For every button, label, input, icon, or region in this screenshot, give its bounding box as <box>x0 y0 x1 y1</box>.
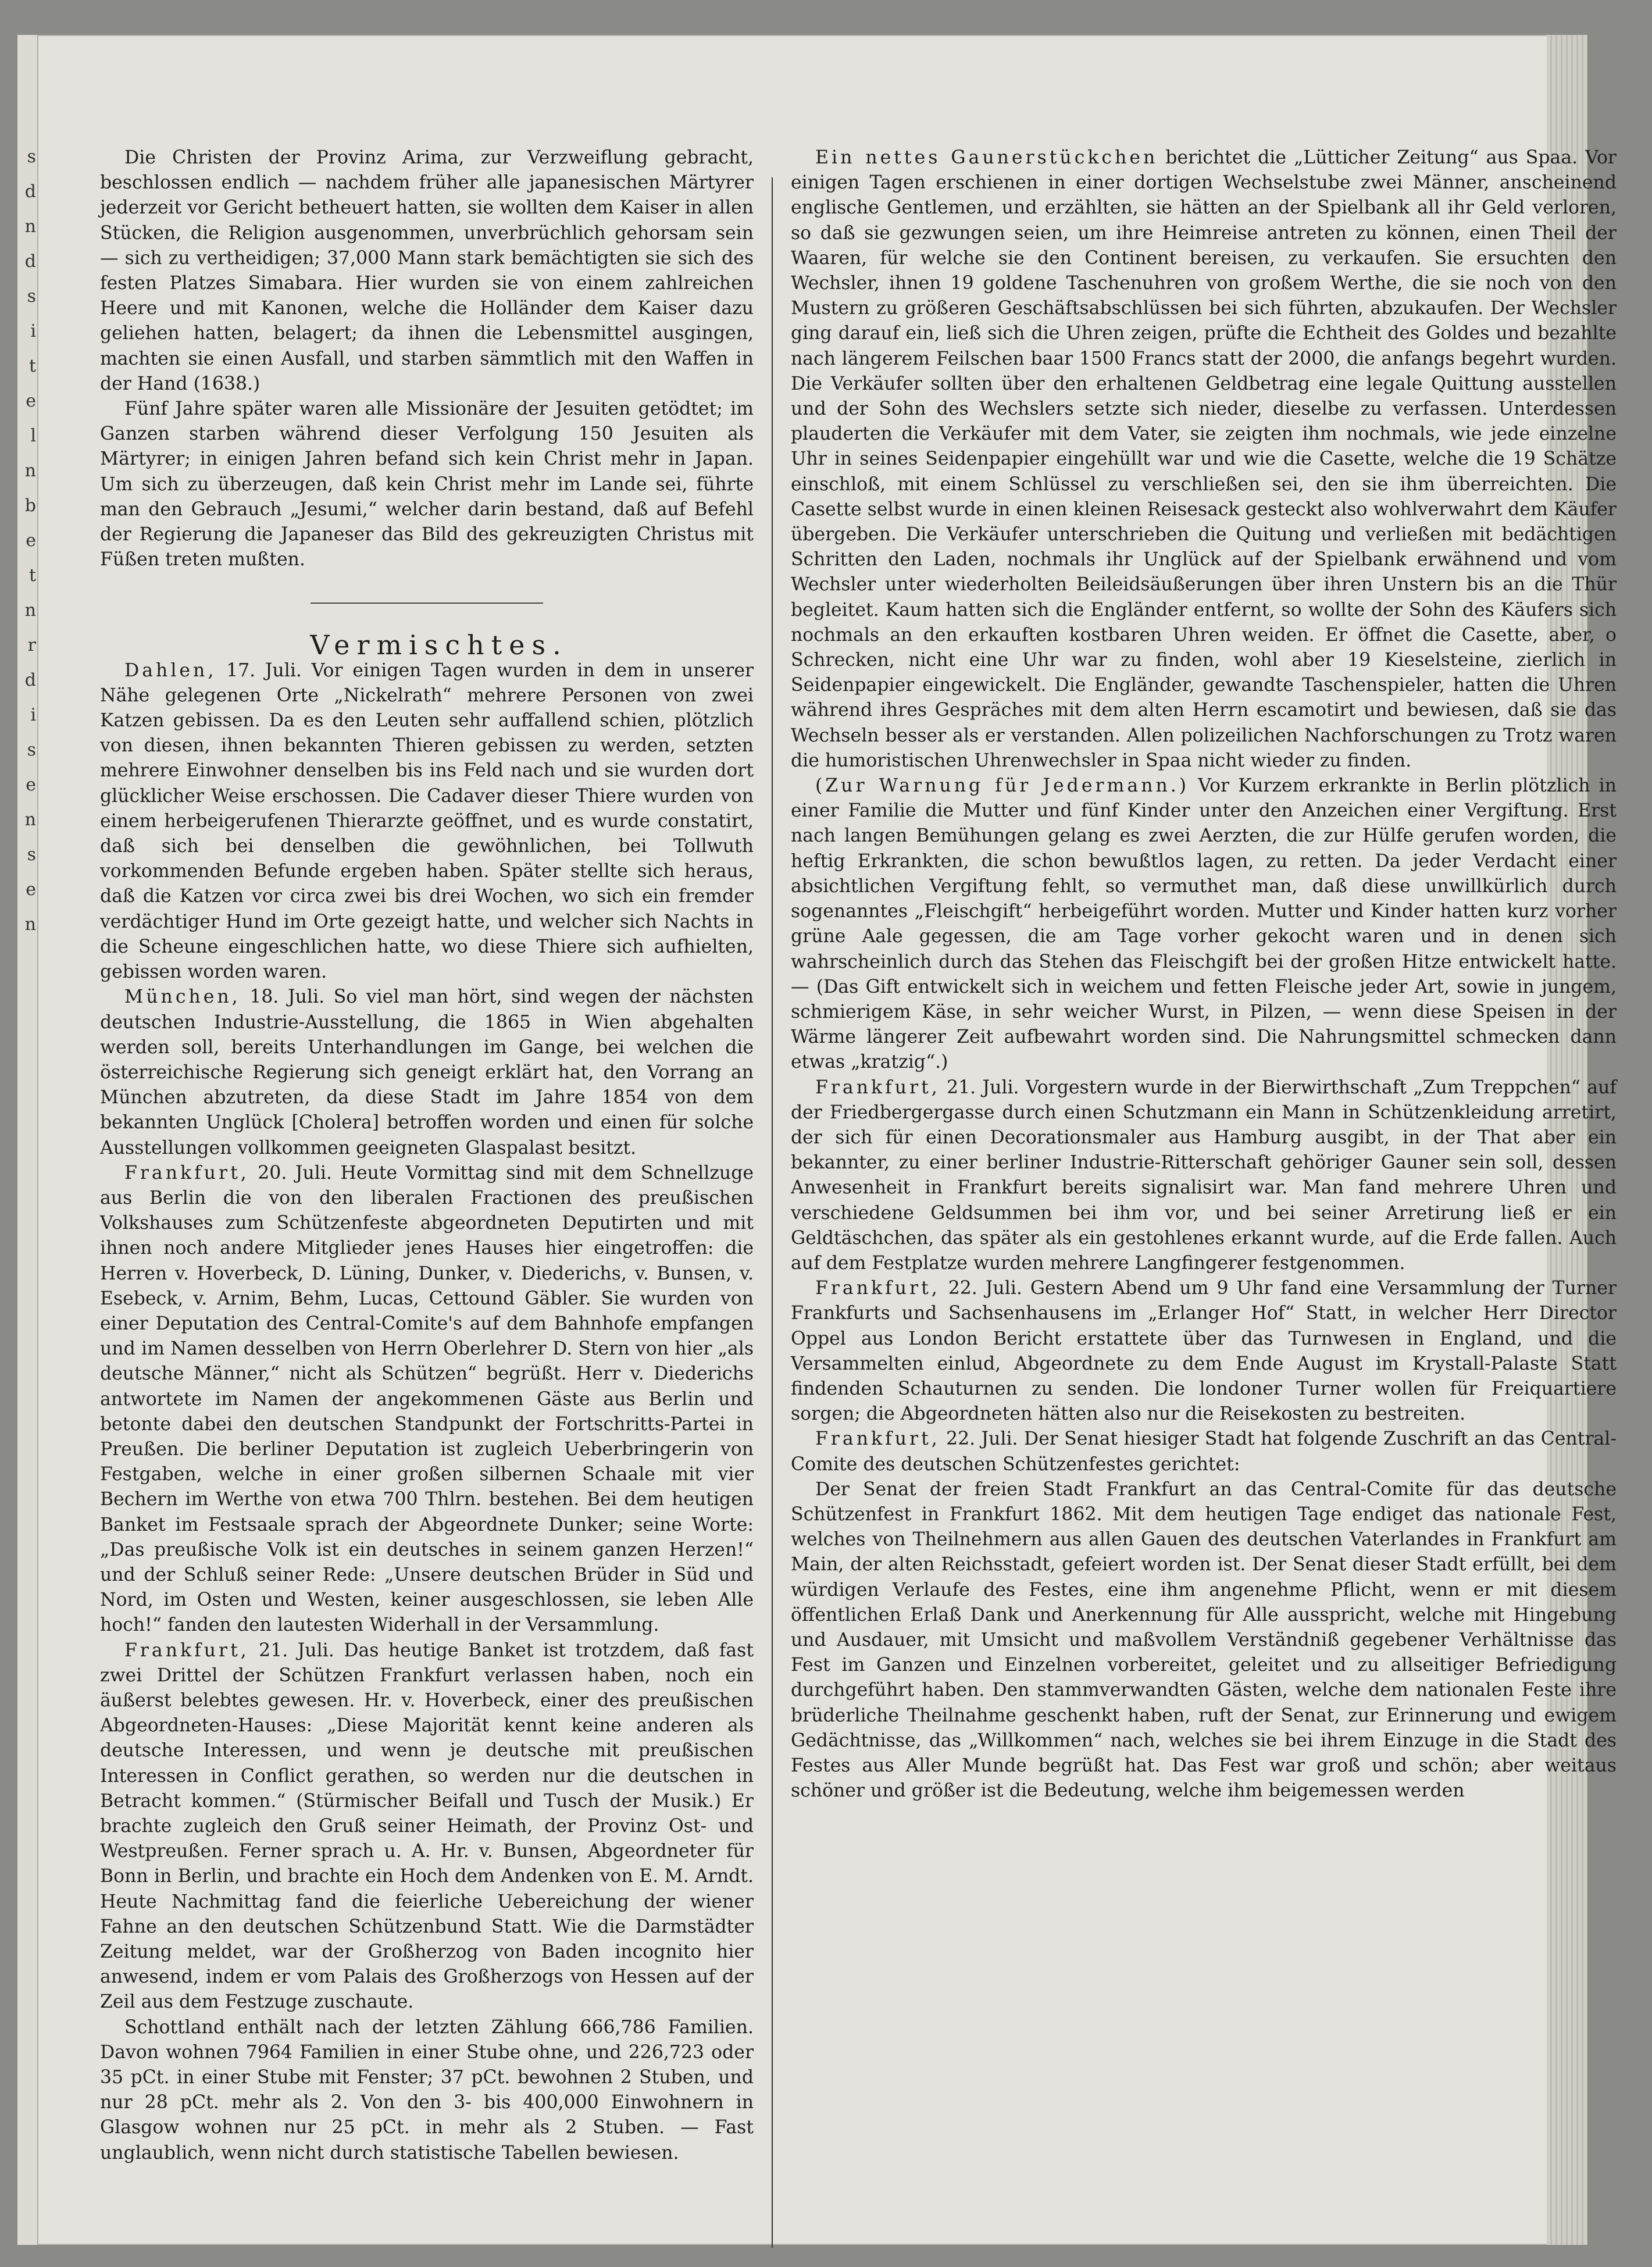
section-divider <box>311 603 543 604</box>
margin-fragment: e <box>26 391 36 411</box>
news-text: So viel man hört, sind wegen der nächsten deutschen Industrie-Ausstellung, die 1865 in Wien abgehalten werden soll, bereits Unterhandlungen im Gange, bei welchen die österreichische Regierung sich geneigt erklärt hat, den Vorrang an München abzutreten, da diese Stadt im Jahre 1854 von dem bekannten Unglück [Cholera] betroffen worden und einen für solche Ausstellungen vollkommen geeigneten Glaspalast besitzt. <box>100 986 754 1159</box>
news-text: Das heutige Banket ist trotzdem, daß fast zwei Drittel der Schützen Frankfurt verlassen haben, noch ein äußerst belebtes gewesen. Hr. v. Hoverbeck, einer des preußischen Abgeordneten-Hauses: „Diese Majorität kennt keine anderen als deutsche Interessen, und wenn je deutsche mit preußischen Interessen in Conflict gerathen, so werden nur die deutschen in Betracht kommen.“ (Stürmischer Beifall und Tusch der Musik.) Er brachte zugleich den Gruß seiner Heimath, der Provinz Ost- und Westpreußen. Ferner sprach u. A. Hr. v. Bunsen, Abgeordneter für Bonn in Berlin, und brachte ein Hoch dem Andenken von E. M. Arndt. Heute Nachmittag fand die feierliche Uebereichung der wiener Fahne an den deutschen Schützenbund Statt. Wie die Darmstädter Zeitung meldet, war der Großherzog von Baden incognito hier anwesend, indem er vom Palais des Großherzogs von Hessen auf der Zeil aus dem Festzuge zuschaute. <box>100 1639 754 2013</box>
news-item <box>100 985 754 1160</box>
news-title: Ein nettes Gaunerstückchen <box>815 147 1158 168</box>
dateline-date: 22. Juli. <box>946 1428 1018 1450</box>
margin-fragment: t <box>28 565 36 586</box>
margin-fragment: n <box>24 810 36 830</box>
dateline-city: Frankfurt, <box>124 1162 249 1184</box>
news-text: Gestern Abend um 9 Uhr fand eine Versammlung der Turner Frankfurts und Sachsenhausens im „Erlanger Hof“ Statt, in welcher Herr Director Oppel aus London Bericht erstattete über das Turnwesen in England, und die Versammelten einlud, Abgeordnete zu dem Ende August im Krystall-Palaste Statt findenden Schauturnen zu senden. Die londoner Turner wollen für Freiquartiere sorgen; die Abgeordneten hätten also nur die Reisekosten zu bestreiten. <box>791 1278 1617 1425</box>
news-item <box>791 1075 1617 1277</box>
margin-fragment: s <box>27 844 36 865</box>
dateline-city: Frankfurt, <box>815 1077 940 1098</box>
margin-fragment: n <box>24 914 36 935</box>
news-text: Vorgestern wurde in der Bierwirthschaft „Zum Treppchen“ auf der Friedbergergasse durch einen Schutzmann ein Mann in Schützenkleidung arretirt, der sich für einen Decorationsmaler aus Hamburg ausgibt, in der That aber ein bekannter, zu einer berliner Industrie-Ritterschaft gehöriger Gauner sein soll, dessen Anwesenheit in Frankfurt bereits signalisirt war. Man fand mehrere Uhren und verschiedene Geldsummen bei ihm vor, und bei seiner Arretirung ließ er ein Geldtäschchen, das später als ein gestohlenes erkannt wurde, auf die Erde fallen. Auch auf dem Festplatze wurden mehrere Langfingerer festgenommen. <box>791 1077 1617 1274</box>
dateline-date: 17. Juli. <box>226 660 302 681</box>
article-paragraph: Fünf Jahre später waren alle Missionäre der Jesuiten getödtet; im Ganzen starben während dieser Verfolgung 150 Jesuiten als Märtyrer; in einigen Jahren befand sich kein Christ mehr in Japan. Um sich zu überzeugen, daß kein Christ mehr im Lande sei, führte man den Gebrauch „Jesumi,“ welcher darin bestand, daß auf Befehl der Regierung die Japaneser das Bild des gekreuzigten Christus mit Füßen treten mußten. <box>100 398 754 571</box>
dateline-date: 18. Juli. <box>249 986 325 1008</box>
dateline-city: Frankfurt, <box>124 1639 249 1661</box>
news-item <box>100 1161 754 1638</box>
margin-fragment: n <box>24 600 36 621</box>
right-column <box>791 145 1617 1803</box>
news-text: Vor einigen Tagen wurden in dem in unserer Nähe gelegenen Orte „Nickelrath“ mehrere Personen von zwei Katzen gebissen. Da es den Leuten sehr auffallend schien, plötzlich von diesen, ihnen bekannten Thieren gebissen zu werden, setzten mehrere Einwohner denselben bis ins Feld nach und sie wurden dort glücklicher Weise erschossen. Die Cadaver dieser Thiere wurden von einem herbeigerufenen Thierarzte geöffnet, und es wurde constatirt, daß sich bei denselben die gewöhnlichen, bei Tollwuth vorkommenden Befunde ergeben haben. Später stellte sich heraus, daß die Katzen vor circa zwei bis drei Wochen, wo sich ein fremder verdächtiger Hund im Orte gezeigt hatte, und welcher sich Nachts in die Scheune eingeschlichen hatte, wo diese Thiere sich aufhielten, gebissen worden waren. <box>100 660 754 983</box>
dateline-date: 21. Juli. <box>259 1639 334 1661</box>
news-item <box>100 1638 754 2015</box>
margin-fragment: i <box>30 321 36 341</box>
margin-fragment: d <box>24 181 36 202</box>
news-item <box>791 1427 1617 1477</box>
margin-fragment: t <box>28 356 36 376</box>
margin-fragment: d <box>24 251 36 272</box>
column-rule <box>772 177 773 2248</box>
dateline-city: Frankfurt, <box>815 1278 940 1299</box>
margin-fragment: e <box>26 879 36 900</box>
margin-fragment: s <box>27 740 36 760</box>
article-paragraph: Die Christen der Provinz Arima, zur Verzweiflung gebracht, beschlossen endlich — nachdem früher alle japanesischen Märtyrer jederzeit vor Gericht betheuert hatten, sie wollten dem Kaiser in allen Stücken, die Religion ausgenommen, unverbrüchlich gehorsam sein — sich zu vertheidigen; 37,000 Mann stark bemächtigten sie sich des festen Platzes Simabara. Hier wurden sie von einem zahlreichen Heere und mit Kanonen, welche die Holländer dem Kaiser dazu geliehen hatten, belagert; da ihnen die Lebensmittel ausgingen, machten sie einen Ausfall, und starben sämmtlich mit den Waffen in der Hand (1638.) <box>100 147 754 394</box>
newspaper-page <box>17 35 1617 2245</box>
news-title: (Zur Warnung für Jedermann.) <box>815 775 1190 797</box>
section-heading: Vermischtes. <box>310 629 568 661</box>
news-item <box>791 1276 1617 1427</box>
news-item: Der Senat der freien Stadt Frankfurt an das Central-Comite für das deutsche Schützenfest in Frankfurt 1862. Mit dem heutigen Tage endiget das nationale Fest, welches von Theilnehmern aus allen Gauen des deutschen Vaterlandes in Frankfurt am Main, der alten Reichsstadt, gefeiert worden ist. Der Senat dieser Stadt erfüllt, bei dem würdigen Verlaufe des Festes, eine ihm angenehme Pflicht, wenn er mit diesem öffentlichen Erlaß Dank und Anerkennung für Alle ausspricht, welche mit Hingebung und Ausdauer, mit Umsicht und maßvollem Verständniß gegebener Verhältnisse das Fest im Ganzen und Einzelnen vorbereitet, geleitet und zu allseitiger Befriedigung durchgeführt haben. Den stammverwandten Gästen, welche dem nationalen Feste ihre brüderliche Theilnahme geschenkt haben, ruft der Senat, zur Erinnerung und ewigem Gedächtnisse, das „Willkommen“ nach, welches sie bei ihrem Einzuge in die Stadt des Festes aus Aller Munde begrüßt hat. Das Fest war groß und schön; aber weitaus schöner und größer ist die Bedeutung, welche ihm beigemessen werden <box>791 1478 1617 1802</box>
margin-fragment: s <box>27 286 36 306</box>
margin-fragment: i <box>30 705 36 725</box>
dateline-date: 22. Juli. <box>948 1278 1022 1299</box>
news-text: Heute Vormittag sind mit dem Schnellzuge aus Berlin die von den liberalen Fractionen des preußischen Volkshauses zum Schützenfeste abgeordneten Deputirten und mit ihnen noch andere Mitglieder jenes Hauses hier eingetroffen: die Herren v. Hoverbeck, D. Lüning, Dunker, v. Diederichs, v. Bunsen, v. Esebeck, v. Arnim, Behm, Lucas, Cettound Gäbler. Sie wurden von einer Deputation des Central-Comite's auf dem Bahnhofe empfangen und im Namen desselben von Herrn Oberlehrer D. Stern von hier „als deutsche Männer,“ nicht als Schützen“ begrüßt. Herr v. Diederichs antwortete im Namen der angekommenen Gäste aus Berlin und betonte dabei den deutschen Standpunkt der Fortschritts-Partei in Preußen. Die berliner Deputation ist zugleich Ueberbringerin von Festgaben, welche in einer großen silbernen Schaale mit vier Bechern im Werthe von etwa 700 Thlrn. bestehen. Bei dem heutigen Banket im Festsaale sprach der Abgeordnete Dunker; seine Worte: „Das preußische Volk ist ein deutsches in seinem ganzen Herzen!“ und der Schluß seiner Rede: „Unsere deutschen Brüder in Süd und Nord, im Osten und Westen, keiner ausgeschlossen, sie leben Alle hoch!“ fanden den lautesten Widerhall in der Versammlung. <box>100 1162 754 1636</box>
dateline-city: München, <box>124 986 241 1008</box>
news-item <box>791 145 1617 774</box>
left-column <box>100 145 754 2166</box>
margin-fragment: r <box>27 635 36 655</box>
margin-fragment: l <box>30 426 36 446</box>
news-item <box>791 774 1617 1075</box>
margin-fragment: b <box>24 496 36 516</box>
margin-fragment: e <box>26 775 36 795</box>
margin-fragment: s <box>27 147 36 167</box>
news-text: Der Senat hiesiger Stadt hat folgende Zuschrift an das Central-Comite des deutschen Schützenfestes gerichtet: <box>791 1428 1617 1475</box>
news-item <box>100 658 754 985</box>
margin-fragment: d <box>24 670 36 690</box>
news-item: Schottland enthält nach der letzten Zählung 666,786 Familien. Davon wohnen 7964 Familien in einer Stube ohne, und 226,723 oder 35 pCt. in einer Stube mit Fenster; 37 pCt. bewohnen 2 Stuben, und nur 28 pCt. mehr als 2. Von den 3- bis 400,000 Einwohnern in Glasgow wohnen nur 25 pCt. in mehr als 2 Stuben. — Fast unglaublich, wenn nicht durch statistische Tabellen bewiesen. <box>100 2016 754 2163</box>
margin-fragment: n <box>24 461 36 481</box>
dateline-city: Dahlen, <box>124 660 217 681</box>
dateline-date: 21. Juli. <box>947 1077 1019 1098</box>
dateline-city: Frankfurt, <box>815 1428 940 1450</box>
previous-page-margin <box>17 35 38 2245</box>
news-text: Vor Kurzem erkrankte in Berlin plötzlich in einer Familie die Mutter und fünf Kinder unter den Anzeichen einer Vergiftung. Erst nach langen Bemühungen gelang es zwei Aerzten, die zur Hülfe gerufen worden, die heftig Erkrankten, die schon bewußtlos lagen, zu retten. Da jeder Verdacht einer absichtlichen Vergiftung fehlt, so vermuthet man, daß diese unwillkürlich durch sogenanntes „Fleischgift“ herbeigeführt worden. Mutter und Kinder hatten kurz vorher grüne Aale gegessen, die am Tage vorher gekocht waren und in denen sich wahrscheinlich durch das Stehen das Fleischgift bei der großen Hitze entwickelt hatte. — (Das Gift entwickelt sich in weichem und fetten Fleische jeder Art, sowie in jungem, schmierigem Käse, in sehr weicher Wurst, in Pilzen, — wenn diese Speisen in der Wärme längerer Zeit aufbewahrt worden sind. Die Nahrungsmittel schmecken dann etwas „kratzig“.) <box>791 775 1617 1073</box>
dateline-date: 20. Juli. <box>258 1162 332 1184</box>
margin-fragment: n <box>24 216 36 237</box>
news-text: berichtet die „Lütticher Zeitung“ aus Spaa. Vor einigen Tagen erschienen in einer dortigen Wechselstube zwei Männer, anscheinend englische Gentlemen, und erzählten, sie hätten an der Spielbank all ihr Geld verloren, so daß sie gezwungen seien, um ihre Heimreise antreten zu können, einen Theil der Waaren, für welche sie den Continent bereisen, zu verkaufen. Sie ersuchten den Wechsler, ihnen 19 goldene Taschenuhren von großem Werthe, die sie noch von den Mustern zu größeren Geschäftsabschlüssen bei sich führten, abzukaufen. Der Wechsler ging darauf ein, ließ sich die Uhren zeigen, prüfte die Echtheit des Goldes und bezahlte nach längerem Feilschen baar 1500 Francs statt der 2000, die anfangs begehrt wurden. Die Verkäufer sollten über den erhaltenen Geldbetrag eine legale Quittung ausstellen und der Sohn des Wechslers setzte sich nieder, dieselbe zu verfassen. Unterdessen plauderten die Verkäufer mit dem Vater, sie zeigten ihm nochmals, wie jede einzelne Uhr in seines Seidenpapier eingehüllt war und wie die Casette, welche die 19 Schätze einschloß, mit einem Schlüssel zu verschließen sei, den sie ihm überreichten. Die Casette selbst wurde in einen kleinen Reisesack gesteckt also wohlverwahrt dem Käufer übergeben. Die Verkäufer unterschrieben die Quitung und verließen mit bedächtigen Schritten den Laden, nochmals ihr Unglück auf der Spielbank erwähnend und vom Wechsler unter wiederholten Beileidsäußerungen über ihren Unstern bis an die Thür begleitet. Kaum hatten sich die Engländer entfernt, so wollte der Sohn des Käufers sich nochmals an den erkauften kostbaren Uhren weiden. Er öffnet die Casette, aber, o Schrecken, nicht eine Uhr war zu finden, wohl aber 19 Kieselsteine, zierlich in Seidenpapier eingewickelt. Die Engländer, gewandte Taschenspieler, hatten die Uhren während ihres Gespräches mit dem alten Herrn escamotirt und bewiesen, daß sie das Wechseln besser als er verstanden. Allen polizeilichen Nachforschungen zu Trotz waren die humoristischen Uhrenwechsler in Spaa nicht wieder zu finden. <box>791 147 1617 771</box>
margin-fragment: e <box>26 530 36 551</box>
